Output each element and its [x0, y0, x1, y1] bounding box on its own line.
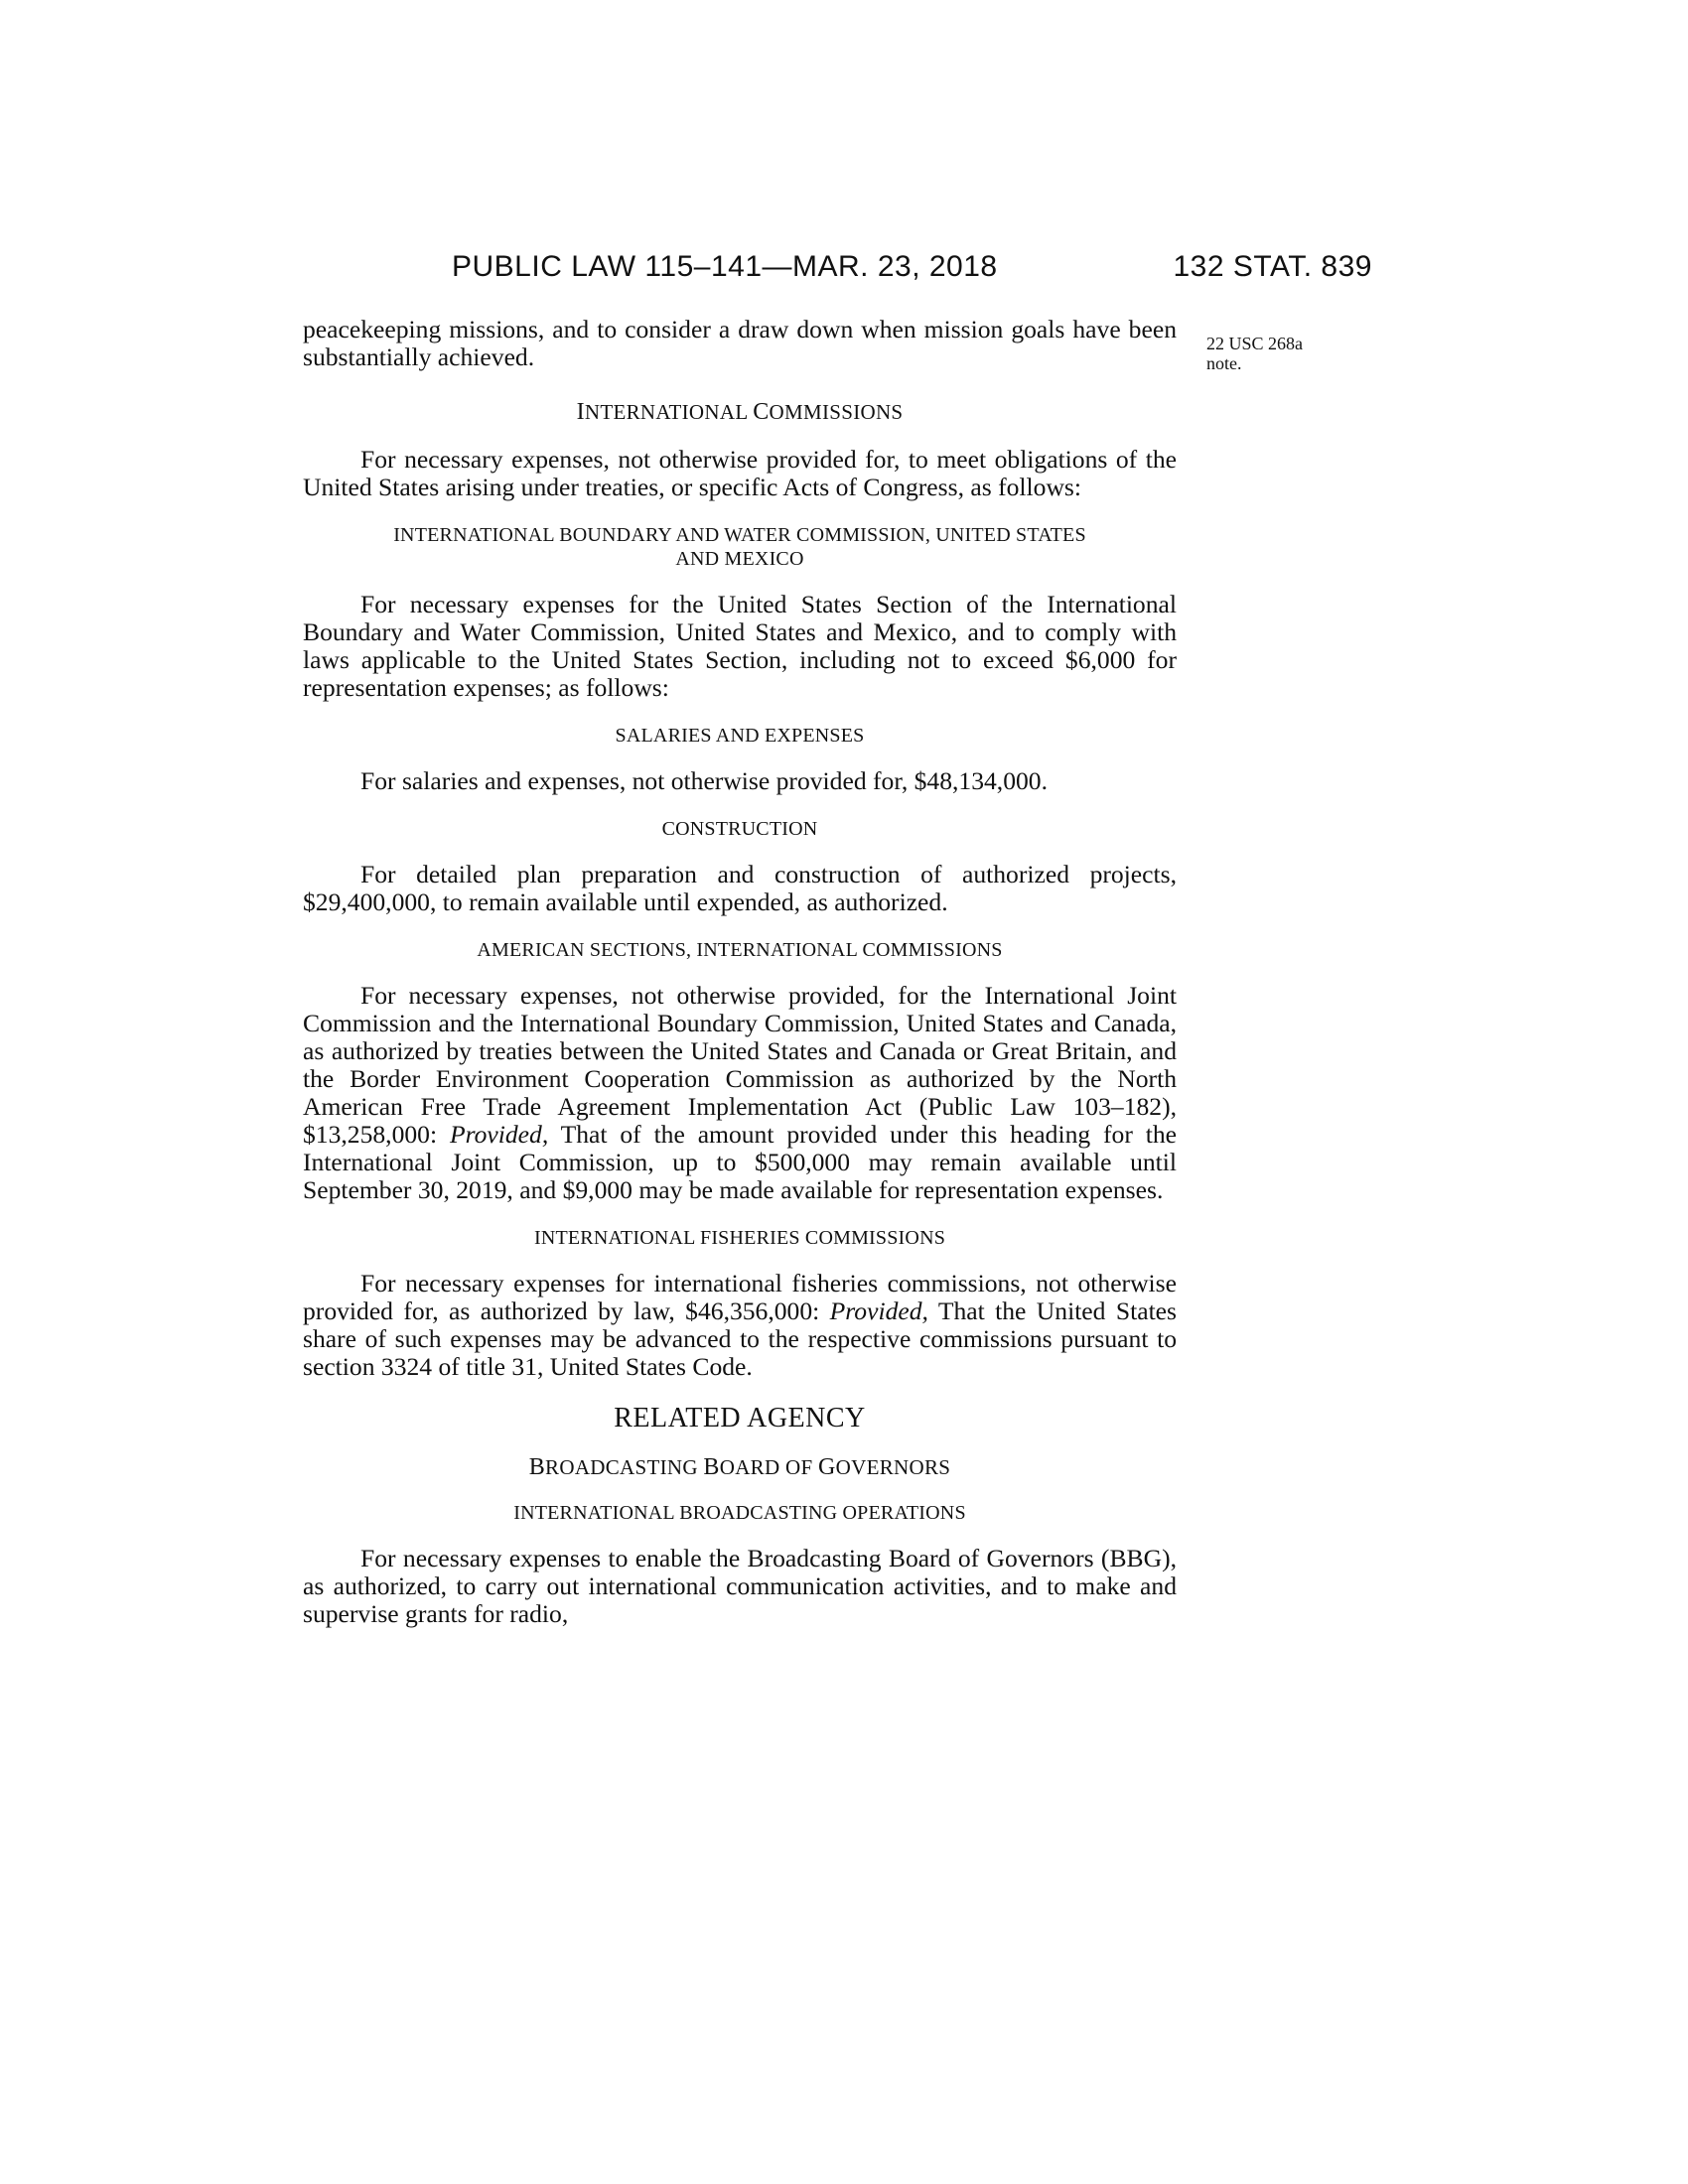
- stat-page-number: 132 STAT. 839: [1173, 250, 1372, 283]
- heading-salaries-and-expenses: SALARIES AND EXPENSES: [615, 725, 865, 747]
- paragraph-international-commissions: For necessary expenses, not otherwise provided for, to meet obligations of the United States arising under treaties, or specific Acts of Congress, as follows:: [303, 445, 1177, 501]
- heading-construction: CONSTRUCTION: [661, 818, 818, 840]
- heading-fisheries-commissions: INTERNATIONAL FISHERIES COMMISSIONS: [533, 1227, 946, 1249]
- body-column: [303, 316, 1177, 1628]
- running-title: PUBLIC LAW 115–141—MAR. 23, 2018: [452, 250, 998, 283]
- paragraph-salaries: For salaries and expenses, not otherwise provided for, $48,134,000.: [360, 766, 1048, 795]
- paragraph-construction: For detailed plan preparation and construction of authorized projects, $29,400,000, to remain available until expended, as authorized.: [303, 860, 1177, 916]
- margin-citation-note: [1206, 334, 1345, 373]
- heading-international-commissions: INTERNATIONAL COMMISSIONS: [576, 399, 904, 425]
- page-header: [0, 250, 1688, 290]
- intro-paragraph: peacekeeping missions, and to consider a draw down when mission goals have been substantially achieved.: [303, 315, 1177, 371]
- paragraph-american-sections: For necessary expenses, not otherwise provided, for the International Joint Commission and the International Boundary Commission, United States and Canada, as authorized by treaties between the United States and Canada or Great Britain, and the Border Environment Cooperation Commission as authorized by the North American Free Trade Agreement Implementation Act (Public Law 103–182), $13,258,000: Provided, That of the amount provided under this heading for the International Joint Commission, up to $500,000 may remain available until September 30, 2019, and $9,000 may be made available for representation expenses.: [303, 981, 1177, 1204]
- margin-note-line2: note.: [1206, 353, 1242, 373]
- paragraph-ibwc: For necessary expenses for the United States Section of the International Boundary and Water Commission, United States and Mexico, and to comply with laws applicable to the United States Section, including not to exceed $6,000 for representation expenses; as follows:: [303, 590, 1177, 702]
- paragraph-fisheries: For necessary expenses for international fisheries commissions, not otherwise provided for, as authorized by law, $46,356,000: Provided, That the United States share of such expenses may be advanced to the respective commissions pursuant to section 3324 of title 31, United States Code.: [303, 1269, 1177, 1381]
- heading-broadcasting-operations: INTERNATIONAL BROADCASTING OPERATIONS: [513, 1502, 966, 1524]
- heading-ibwc: INTERNATIONAL BOUNDARY AND WATER COMMISSION, UNITED STATES AND MEXICO: [393, 524, 1086, 570]
- margin-note-line1: 22 USC 268a: [1206, 334, 1304, 353]
- heading-related-agency: RELATED AGENCY: [614, 1403, 866, 1433]
- paragraph-broadcasting-operations: For necessary expenses to enable the Broadcasting Board of Governors (BBG), as authorized, to carry out international communication activities, and to make and supervise grants for radio,: [303, 1544, 1177, 1628]
- heading-american-sections: AMERICAN SECTIONS, INTERNATIONAL COMMISSIONS: [477, 939, 1003, 961]
- heading-broadcasting-board: BROADCASTING BOARD OF GOVERNORS: [528, 1454, 951, 1480]
